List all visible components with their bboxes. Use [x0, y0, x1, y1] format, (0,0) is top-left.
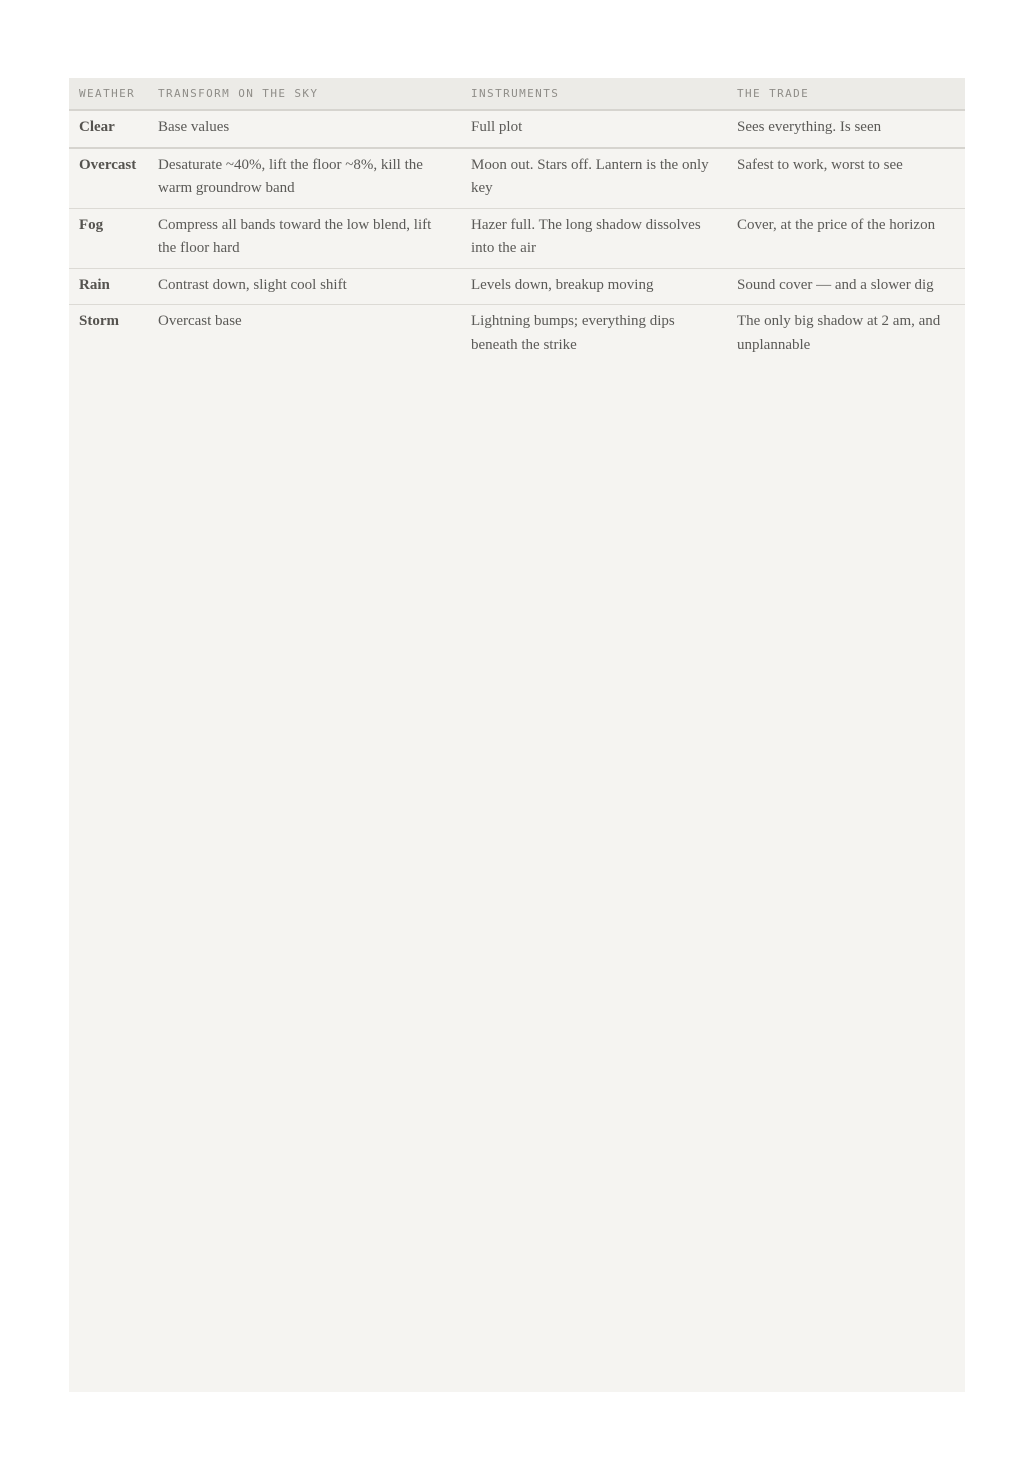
header-row [69, 78, 965, 110]
table-row [69, 208, 965, 268]
cell-trade: The only big shadow at 2 am, and unplannable [737, 313, 941, 353]
column-header-weather: WEATHER [69, 78, 148, 110]
cell-weather: Rain [69, 268, 148, 305]
cell-weather: Storm [79, 313, 119, 329]
column-header-trade: THE TRADE [727, 78, 965, 110]
cell-instruments: Levels down, breakup moving [461, 268, 727, 305]
cell-weather: Fog [69, 208, 148, 268]
cell-trade: Sees everything. Is seen [727, 110, 965, 148]
cell-instruments: Full plot [461, 110, 727, 148]
table-body [69, 110, 965, 364]
table-header [69, 78, 965, 110]
cell-instruments: Lightning bumps; everything dips beneath the strike [471, 313, 675, 353]
column-header-instruments: INSTRUMENTS [461, 78, 727, 110]
cell-instruments: Hazer full. The long shadow dissolves into the air [461, 208, 727, 268]
weather-table [69, 78, 965, 364]
cell-instruments: Moon out. Stars off. Lantern is the only key [461, 148, 727, 209]
cell-transform: Desaturate ~40%, lift the floor ~8%, kill the warm groundrow band [148, 148, 461, 209]
cell-transform: Base values [148, 110, 461, 148]
cell-trade: Cover, at the price of the horizon [727, 208, 965, 268]
cell-transform: Overcast base [158, 313, 242, 329]
cell-weather: Clear [69, 110, 148, 148]
column-header-transform: TRANSFORM ON THE SKY [148, 78, 461, 110]
cell-trade: Safest to work, worst to see [727, 148, 965, 209]
cell-transform: Compress all bands toward the low blend, lift the floor hard [148, 208, 461, 268]
weather-table-panel [69, 78, 965, 1392]
cell-weather: Overcast [69, 148, 148, 209]
table-row [69, 305, 965, 365]
table-row [69, 110, 965, 148]
cell-transform: Contrast down, slight cool shift [148, 268, 461, 305]
cell-trade: Sound cover — and a slower dig [727, 268, 965, 305]
table-row [69, 268, 965, 305]
table-row [69, 148, 965, 209]
